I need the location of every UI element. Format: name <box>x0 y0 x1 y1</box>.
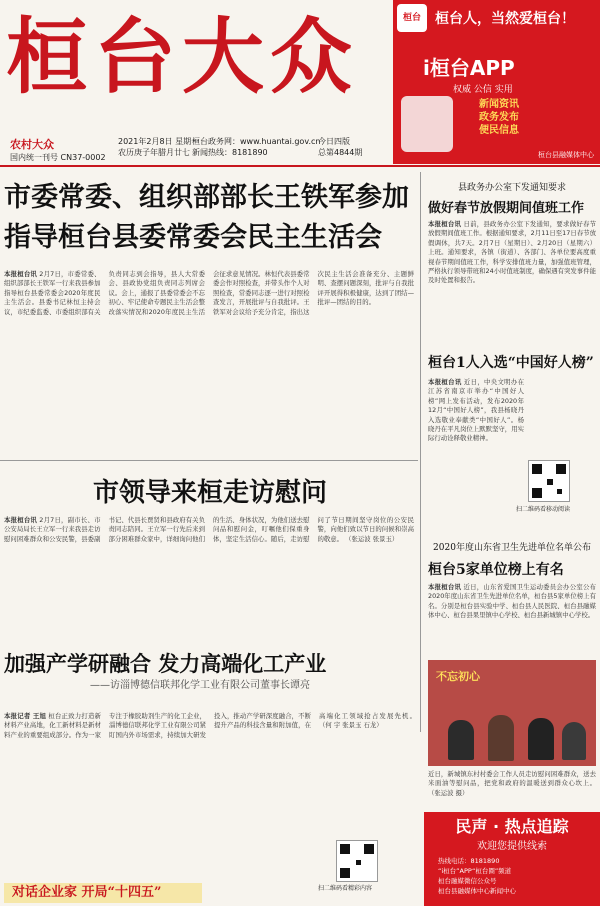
hotline: 新闻热线：8181890 <box>192 148 268 157</box>
side-story-3 <box>428 540 596 643</box>
dialogue-banner: 对话企业家 开局“十四五” <box>4 883 202 903</box>
story3-credit: （何 宇 张景玉 石龙） <box>319 721 383 730</box>
ad-line: 便民信息 <box>479 125 519 136</box>
masthead-rule <box>0 165 600 167</box>
promo-item: 热线电话：8181890 <box>438 857 500 865</box>
ad-badge: 桓台 <box>397 4 427 32</box>
issue-number: 总第4844期 <box>318 148 363 157</box>
side1-text: 日前，县政务办公室下发通知，要求做好春节放假期间值班工作。根据通知要求，2月11日至17日春节放假调休，共7天。2月7日（星期日）、2月20日（星期六）上班。通知要求，各镇（街道）、各部门、各单位要高度重视春节期间值班工作，科学安排值班力量，加强值班管理，严格执行领导带班和24小时值班制度，确保遇有突发事件能及时处置和报告。 <box>428 220 596 285</box>
app-ad[interactable] <box>393 0 600 164</box>
ad-subtitle: 权威 公信 实用 <box>453 85 513 95</box>
promo-item: 桓台县融媒体中心新闻中心 <box>438 887 516 895</box>
masthead-title: 桓台大众 <box>6 9 359 105</box>
section-rule <box>0 460 418 461</box>
lead-headline-line2: 指导桓台县委常委会民主生活会 <box>4 222 382 253</box>
story2-credit: （张运波 张景玉） <box>345 534 399 543</box>
story3-qr-caption: 扫二维码看精彩内容 <box>318 885 373 892</box>
ad-line: 新闻资讯 <box>479 99 519 110</box>
side2-qr-caption: 扫二维码看移动阅读 <box>516 506 571 513</box>
pages-block <box>318 136 362 158</box>
side3-kicker: 2020年度山东省卫生先进单位名单公布 <box>433 543 591 553</box>
story3-headline: 加强产学研融合 发力高端化工产业 <box>4 651 327 676</box>
lead-text: 2月7日，市委常委、组织部部长王铁军一行来我县参加指导桓台县委常委会2020年度民主生活会。县委书记林恒主持会议，市纪委监委、市委组织部有关负责同志到会指导，县人大常委会、县政协党组负责同志列席会议。会上，通报了县委常委会不忘初心、牢记使命专题民主生活会整改落实情况和2020年度民主生活会征求意见情况。林恒代表县委常委会作对照检查，并带头作个人对照检查，常委同志逐一进行对照检查发言，开展批评与自我批评。王铁军对会议给予充分肯定，指出这次民主生活会准备充分、主题鲜明、查摆问题深刻，批评与自我批评开展得积极健康，达到了团结—批评—团结的目的。 <box>4 270 414 316</box>
ad-app-name: i桓台APP <box>423 56 515 80</box>
hotline-promo[interactable] <box>424 812 600 906</box>
phone-illustration <box>401 96 453 152</box>
page-count: 今日四版 <box>318 137 350 146</box>
story2-text: 2月7日，副市长、市公安局局长王立军一行来我县走访慰问困难群众和公安民警，县委副书记、代县长贾贤和县政府有关负责同志陪同。王立军一行先后来到部分困难群众家中，详细询问他们的生活、身体状况，为他们送去慰问品和慰问金，叮嘱他们保重身体，坚定生活信心。随后，走访慰问了节日期间坚守岗位的公安民警，向他们致以节日的问候和崇高的敬意。 <box>4 516 414 543</box>
side-story-1 <box>428 180 596 342</box>
side-story-2 <box>428 352 596 468</box>
story2-byline: 本报桓台讯 <box>4 516 38 524</box>
photo-caption <box>428 770 596 808</box>
story2-headline: 市领导来桓走访慰问 <box>92 478 327 508</box>
story3-byline: 本报记者 王旭 <box>4 712 47 720</box>
lead-headline-line1: 市委常委、组织部部长王铁军参加 <box>4 182 409 213</box>
ad-lines <box>479 98 519 137</box>
news-photo <box>428 660 596 766</box>
side1-byline: 本报桓台讯 <box>428 220 462 228</box>
photo-banner: 不忘初心 <box>436 670 480 683</box>
story3-subtitle: ——访淄博德信联邦化学工业有限公司董事长谭亮 <box>90 680 310 691</box>
cn-number: 国内统一刊号 CN37-0002 <box>10 153 106 162</box>
side1-kicker: 县政务办公室下发通知要求 <box>457 183 566 193</box>
issue-date: 2021年2月8日 星期一 <box>118 137 200 146</box>
contact-block <box>192 136 320 158</box>
side3-headline: 桓台5家单位榜上有名 <box>428 562 564 578</box>
side3-body <box>428 583 596 643</box>
lunar-date: 农历庚子年腊月廿七 <box>118 148 190 157</box>
photo-credit: （张运波 摄） <box>428 788 469 797</box>
side3-text: 近日，山东省爱国卫生运动委员会办公室公布2020年度山东省卫生先进单位名单，桓台县5家单位榜上有名。分别是桓台县实验中学、桓台县人民医院、桓台县融媒体中心、桓台县果里镇中心学校、桓台县新城镇中心学校。 <box>428 583 596 620</box>
column-divider <box>420 172 421 732</box>
story2-body <box>4 516 414 628</box>
side2-headline: 桓台1人入选“中国好人榜” <box>428 355 594 371</box>
promo-items <box>438 856 600 896</box>
ad-line: 政务发布 <box>479 112 519 123</box>
paper-logo: 农村大众 <box>10 138 54 151</box>
photo-caption-text: 近日，新城镇东村村委会工作人员走访慰问困难群众，送去米面油等慰问品，把党和政府的温暖送到群众心坎上。 <box>428 770 596 788</box>
promo-item: “i桓台”APP“桓台圈”频道 <box>438 867 512 875</box>
lead-headline <box>4 178 416 258</box>
promo-item: 桓台融媒微信公众号 <box>438 877 497 885</box>
side2-byline: 本报桓台讯 <box>428 378 462 386</box>
side2-text: 近日，中央文明办在江苏省南京市举办“中国好人榜”网上发布活动，发布2020年12月“中国好人榜”，我县杨晓丹入选敬业奉献类“中国好人”。杨晓丹在平凡岗位上默默坚守，用实际行动诠释敬业精神。 <box>428 378 524 443</box>
date-block <box>118 136 199 158</box>
ad-slogan: 桓台人，当然爱桓台！ <box>435 11 575 27</box>
lead-body <box>4 270 414 454</box>
story3-text: 桓台正致力打造新材料产业高地，化工新材料是新材料产业的重要组成部分。作为一家专注于橡胶助剂生产的化工企业，淄博德信联邦化学工业有限公司紧盯国内外市场需求，持续加大研发投入，推动产学研深度融合，不断提升产品的科技含量和附加值，在高端化工领域抢占发展先机。 <box>4 712 416 739</box>
story3-body <box>4 712 416 848</box>
side2-body <box>428 378 524 468</box>
promo-subtitle: 欢迎您提供线索 <box>477 841 547 852</box>
side1-headline: 做好春节放假期间值班工作 <box>428 201 585 216</box>
side3-byline: 本报桓台讯 <box>428 583 462 591</box>
lead-byline: 本报桓台讯 <box>4 270 38 278</box>
story3-qr-code[interactable] <box>336 840 378 882</box>
qr-code[interactable] <box>528 460 570 502</box>
ad-footer: 桓台县融媒体中心 <box>538 151 594 159</box>
side1-body <box>428 220 596 342</box>
promo-title: 民声 · 热点追踪 <box>455 817 569 836</box>
affairs-site: 桓台政务网：www.huantai.gov.cn <box>192 137 321 146</box>
